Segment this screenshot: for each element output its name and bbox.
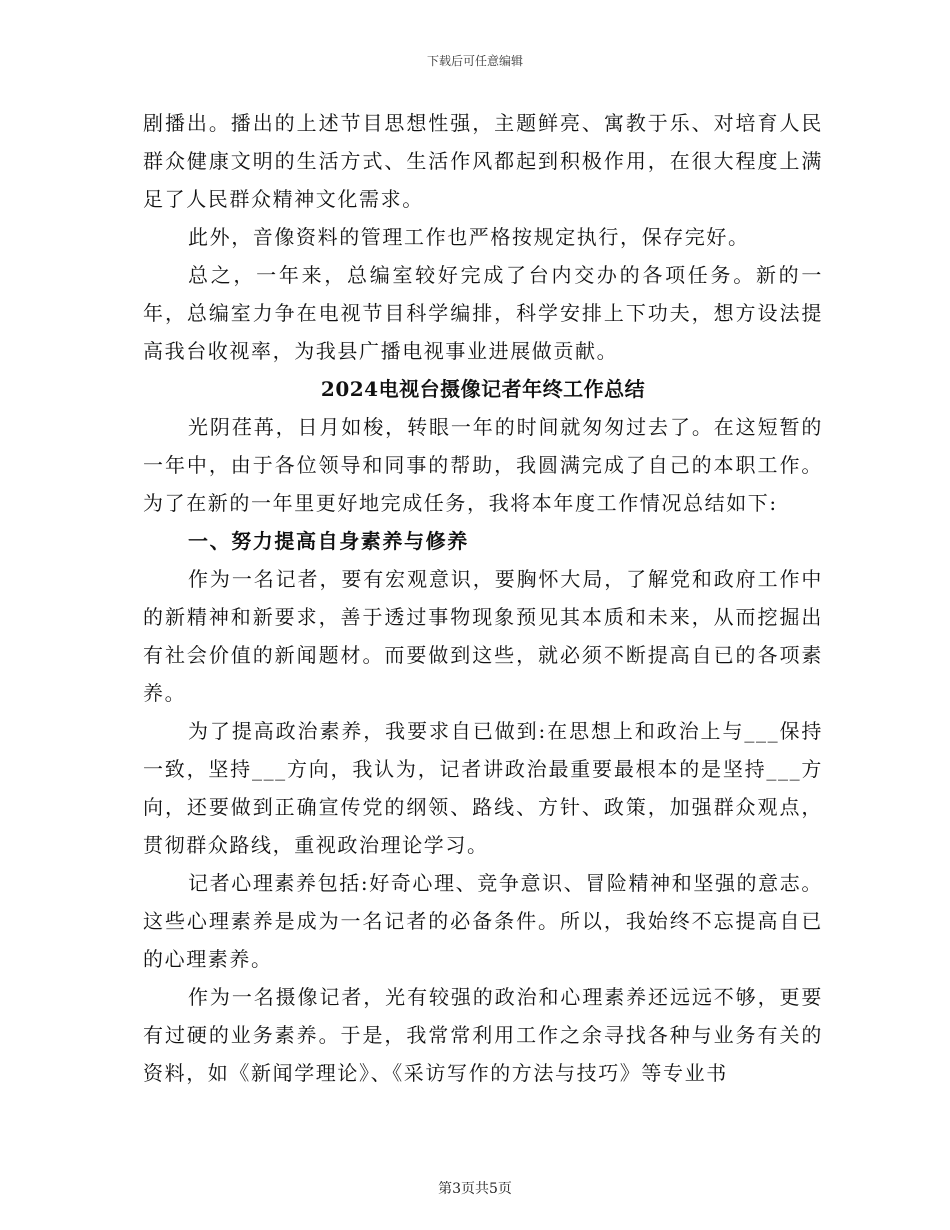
section-heading-1: 一、努力提高自身素养与修养 <box>188 529 469 553</box>
paragraph-3: 总之，一年来，总编室较好完成了台内交办的各项任务。新的一年，总编室力争在电视节目科学编排，科学安排上下功夫，想方设法提高我台收视率，为我县广播电视事业进展做贡献。 <box>143 263 823 363</box>
paragraph-1: 剧播出。播出的上述节目思想性强，主题鲜亮、寓教于乐、对培育人民群众健康文明的生活方式、生活作风都起到积极作用，在很大程度上满足了人民群众精神文化需求。 <box>143 111 823 211</box>
paragraph-intro: 光阴荏苒，日月如梭，转眼一年的时间就匆匆过去了。在这短暂的一年中，由于各位领导和同事的帮助，我圆满完成了自己的本职工作。为了在新的一年里更好地完成任务，我将本年度工作情况总结如下: <box>143 415 823 515</box>
paragraph-8: 作为一名摄像记者，光有较强的政治和心理素养还远远不够，更要有过硬的业务素养。于是，我常常利用工作之余寻找各种与业务有关的资料，如《新闻学理论》、《采访写作的方法与技巧》等专业书 <box>143 985 823 1085</box>
paragraph-7: 记者心理素养包括:好奇心理、竞争意识、冒险精神和坚强的意志。这些心理素养是成为一名记者的必备条件。所以，我始终不忘提高自已的心理素养。 <box>143 871 823 971</box>
paragraph-6: 为了提高政治素养，我要求自已做到:在思想上和政治上与___保持一致，坚持___方向，我认为，记者讲政治最重要最根本的是坚持___方向，还要做到正确宣传党的纲领、路线、方针、政策，加强群众观点，贯彻群众路线，重视政治理论学习。 <box>143 719 823 857</box>
paragraph-5: 作为一名记者，要有宏观意识，要胸怀大局，了解党和政府工作中的新精神和新要求，善于透过事物现象预见其本质和未来，从而挖掘出有社会价值的新闻题材。而要做到这些，就必须不断提高自已的各项素养。 <box>143 567 823 705</box>
paragraph-2: 此外，音像资料的管理工作也严格按规定执行，保存完好。 <box>188 225 750 249</box>
document-title: 2024电视台摄像记者年终工作总结 <box>320 377 646 401</box>
page-header: 下载后可任意编辑 <box>426 54 523 68</box>
page-footer: 第3页共5页 <box>438 1181 512 1197</box>
document-body <box>143 104 823 1092</box>
